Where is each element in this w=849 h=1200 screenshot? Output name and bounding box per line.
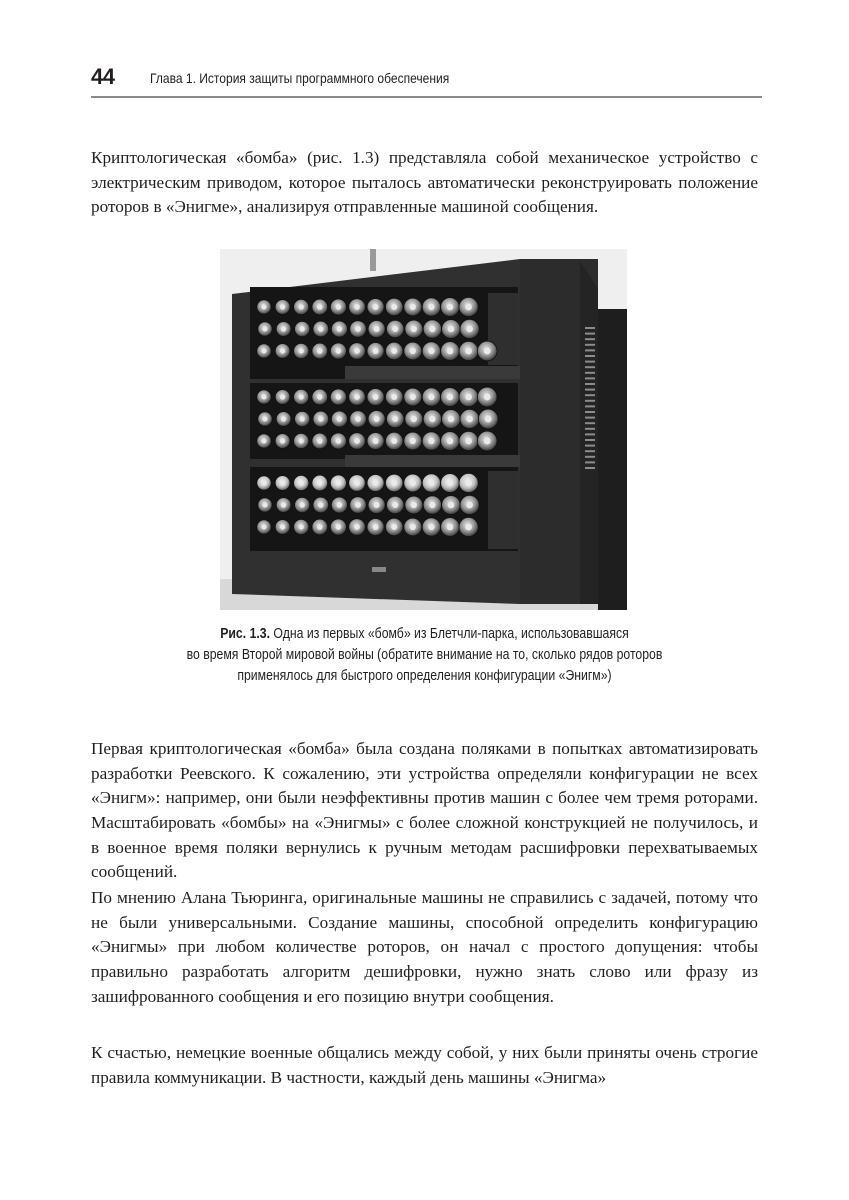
paragraph-2: Первая криптологическая «бомба» была создана поляками в попытках автоматизировать разработки Реевского. К сожалению, эти устройства определяли конфигурации не всех «Энигм»: например, они были неэффективны против машин с более чем тремя роторами. Масштабировать «бомбы» на «Энигмы» с более сложной конструкцией не получилось, и в военное время поляки вернулись к ручным методам расшифровки перехватываемых сообщений. xyxy=(91,739,758,882)
running-head: Глава 1. История защиты программного обеспечения xyxy=(150,70,450,86)
figure-photo-bombe xyxy=(220,249,627,610)
caption-label: Рис. 1.3. xyxy=(220,626,271,642)
paragraph-4: К счастью, немецкие военные общались между собой, у них были приняты очень строгие правила коммуникации. В частности, каждый день машины «Энигма» xyxy=(91,1043,758,1087)
caption-line-2: во время Второй мировой войны (обратите внимание на то, сколько рядов роторов xyxy=(186,647,663,663)
paragraph-3: По мнению Алана Тьюринга, оригинальные машины не справились с задачей, потому что не были универсальными. Создание машины, способной определить конфигурацию «Энигмы» при любом количестве роторов, он начал с простого допущения: чтобы правильно разработать алгоритм дешифровки, нужно знать слово или фразу из зашифрованного сообщения и его позицию внутри сообщения. xyxy=(91,888,758,1006)
figure-caption xyxy=(120,624,729,687)
bombe-photo-image xyxy=(220,249,627,610)
paragraph-1: Криптологическая «бомба» (рис. 1.3) представляла собой механическое устройство с электрическим приводом, которое пыталось автоматически реконструировать положение роторов в «Энигме», анализируя отправленные машиной сообщения. xyxy=(91,148,758,217)
page-number: 44 xyxy=(91,64,115,89)
caption-line-3: применялось для быстрого определения конфигурации «Энигм») xyxy=(237,668,612,684)
page-header xyxy=(91,64,762,98)
caption-line-1: Рис. 1.3. Одна из первых «бомб» из Блетчли-парка, использовавшаяся xyxy=(220,626,629,642)
